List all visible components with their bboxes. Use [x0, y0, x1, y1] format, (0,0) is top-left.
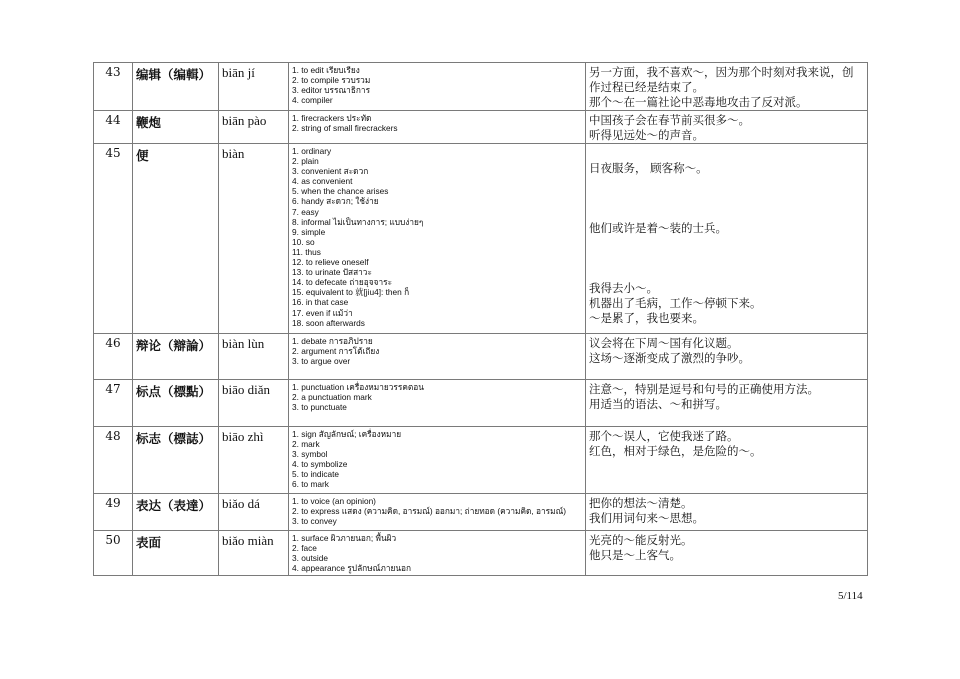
meaning-item: 1. ordinary [292, 146, 332, 156]
entry-examples [586, 494, 868, 531]
spacer [589, 266, 864, 281]
spacer [589, 206, 864, 221]
entry-meanings [289, 427, 586, 494]
spacer [589, 191, 864, 206]
entry-examples [586, 334, 868, 380]
meaning-item: 1. debate การอภิปราย [292, 336, 373, 346]
meaning-item: 13. to urinate ปัสสาวะ [292, 267, 372, 278]
table-row [94, 111, 868, 144]
entry-meanings [289, 63, 586, 111]
entry-examples [586, 380, 868, 427]
entry-meanings [289, 144, 586, 334]
entry-number: 47 [94, 380, 133, 427]
meaning-item: 2. to compile รวบรวม [292, 75, 371, 86]
meaning-item: 15. equivalent to 就[jiu4]: then ก็ [292, 287, 410, 298]
table-row [94, 531, 868, 576]
meaning-item: 11. thus [292, 246, 321, 257]
example-sentence: ～是累了，我也要来。 [589, 311, 704, 325]
meaning-item: 2. plain [292, 156, 319, 167]
entry-hanzi: 便 [133, 144, 219, 334]
entry-hanzi: 鞭炮 [133, 111, 219, 144]
spacer [589, 176, 864, 191]
entry-number: 46 [94, 334, 133, 380]
meaning-item: 3. convenient สะดวก [292, 166, 369, 177]
meaning-item: 12. to relieve oneself [292, 257, 369, 268]
entry-hanzi: 标点（標點） [133, 380, 219, 427]
entry-examples [586, 531, 868, 576]
entry-examples [586, 111, 868, 144]
meaning-item: 4. as convenient [292, 176, 353, 187]
entry-examples [586, 63, 868, 111]
entry-pinyin: biàn lùn [219, 334, 289, 380]
table-row [94, 63, 868, 111]
table-row [94, 494, 868, 531]
meaning-item: 1. surface ผิวภายนอก; พื้นผิว [292, 533, 397, 543]
table-row [94, 427, 868, 494]
entry-hanzi: 编辑（编輯） [133, 63, 219, 111]
meaning-item: 6. handy สะดวก; ใช้ง่าย [292, 196, 379, 207]
meaning-item: 3. editor บรรณาธิการ [292, 85, 371, 96]
meaning-item: 3. symbol [292, 449, 328, 460]
spacer [589, 236, 864, 251]
spacer [589, 251, 864, 266]
example-sentence: 用适当的语法、～和拼写。 [589, 397, 727, 411]
meaning-item: 14. to defecate ถ่ายอุจจาระ [292, 277, 393, 288]
meaning-item: 3. to convey [292, 516, 337, 527]
meaning-item: 10. so [292, 236, 315, 247]
meaning-item: 3. to argue over [292, 356, 351, 367]
example-sentence: 光亮的～能反射光。 [589, 533, 693, 547]
meaning-item: 7. easy [292, 206, 319, 217]
meaning-item: 6. to mark [292, 479, 329, 490]
entry-pinyin: biāo diǎn [219, 380, 289, 427]
example-sentence: 中国孩子会在春节前买很多～。 [589, 113, 750, 127]
meaning-item: 1. punctuation เครื่องหมายวรรคตอน [292, 382, 424, 392]
example-sentence: 听得见远处～的声音。 [589, 128, 704, 142]
meaning-item: 17. even if แม้ว่า [292, 307, 353, 318]
example-sentence: 这场～逐渐变成了激烈的争吵。 [589, 351, 750, 365]
meaning-item: 9. simple [292, 226, 326, 237]
entry-number: 48 [94, 427, 133, 494]
entry-hanzi: 标志（標誌） [133, 427, 219, 494]
example-sentence: 把你的想法～清楚。 [589, 496, 693, 510]
meaning-item: 1. to voice (an opinion) [292, 496, 376, 506]
entry-number: 45 [94, 144, 133, 334]
entry-pinyin: biān jí [219, 63, 289, 111]
meaning-item: 2. argument การโต้เถียง [292, 346, 380, 357]
page-number: 5/114 [838, 590, 863, 602]
table-row [94, 144, 868, 334]
meaning-item: 2. mark [292, 439, 320, 450]
example-sentence: 注意～，特别是逗号和句号的正确使用方法。 [589, 382, 819, 396]
meaning-item: 1. sign สัญลักษณ์; เครื่องหมาย [292, 429, 402, 439]
meaning-item: 16. in that case [292, 297, 349, 308]
example-sentence: 红色，相对于绿色，是危险的～。 [589, 444, 762, 458]
entry-meanings [289, 494, 586, 531]
example-sentence: 另一方面，我不喜欢～，因为那个时刻对我来说，创作过程已经是结束了。 [589, 65, 854, 94]
entry-examples [586, 144, 868, 334]
entry-pinyin: biàn [219, 144, 289, 334]
entry-meanings [289, 380, 586, 427]
meaning-item: 3. outside [292, 553, 328, 564]
example-sentence: 日夜服务， 顾客称～。 [589, 161, 708, 175]
meaning-item: 18. soon afterwards [292, 317, 365, 328]
entry-number: 49 [94, 494, 133, 531]
example-sentence: 机器出了毛病，工作～停顿下来。 [589, 296, 762, 310]
meaning-item: 2. face [292, 543, 317, 554]
meaning-item: 3. to punctuate [292, 402, 347, 413]
meaning-item: 2. to express แสดง (ความคิด, อารมณ์) ออกมา; ถ่ายทอด (ความคิด, อารมณ์) [292, 506, 567, 517]
entry-pinyin: biāo zhì [219, 427, 289, 494]
example-sentence: 他只是～上客气。 [589, 548, 681, 562]
meaning-item: 4. appearance รูปลักษณ์ภายนอก [292, 563, 412, 574]
entry-pinyin: biān pào [219, 111, 289, 144]
example-sentence: 我们用词句来～思想。 [589, 511, 704, 525]
meaning-item: 5. to indicate [292, 469, 340, 480]
entry-hanzi: 辩论（辯論） [133, 334, 219, 380]
example-sentence: 我得去小～。 [589, 281, 658, 295]
entry-number: 43 [94, 63, 133, 111]
entry-meanings [289, 531, 586, 576]
example-sentence: 他们或许是着～装的士兵。 [589, 221, 727, 235]
entry-meanings [289, 334, 586, 380]
entry-hanzi: 表面 [133, 531, 219, 576]
spacer [589, 146, 864, 161]
table-row [94, 334, 868, 380]
meaning-item: 1. firecrackers ประทัด [292, 113, 372, 123]
meaning-item: 5. when the chance arises [292, 186, 389, 197]
meaning-item: 2. a punctuation mark [292, 392, 372, 403]
entry-pinyin: biǎo dá [219, 494, 289, 531]
entry-examples [586, 427, 868, 494]
entry-hanzi: 表达（表達） [133, 494, 219, 531]
entry-meanings [289, 111, 586, 144]
table-row [94, 380, 868, 427]
entry-pinyin: biǎo miàn [219, 531, 289, 576]
meaning-item: 4. to symbolize [292, 459, 348, 470]
example-sentence: 议会将在下周～国有化议题。 [589, 336, 739, 350]
meaning-item: 4. compiler [292, 95, 333, 106]
example-sentence: 那个～误人，它使我迷了路。 [589, 429, 739, 443]
entry-number: 50 [94, 531, 133, 576]
meaning-item: 2. string of small firecrackers [292, 123, 398, 134]
example-sentence: 那个～在一篇社论中恶毒地攻击了反对派。 [589, 95, 808, 109]
meaning-item: 1. to edit เรียบเรียง [292, 65, 360, 75]
entry-number: 44 [94, 111, 133, 144]
vocabulary-table [93, 62, 868, 576]
meaning-item: 8. informal ไม่เป็นทางการ; แบบง่ายๆ [292, 216, 424, 227]
